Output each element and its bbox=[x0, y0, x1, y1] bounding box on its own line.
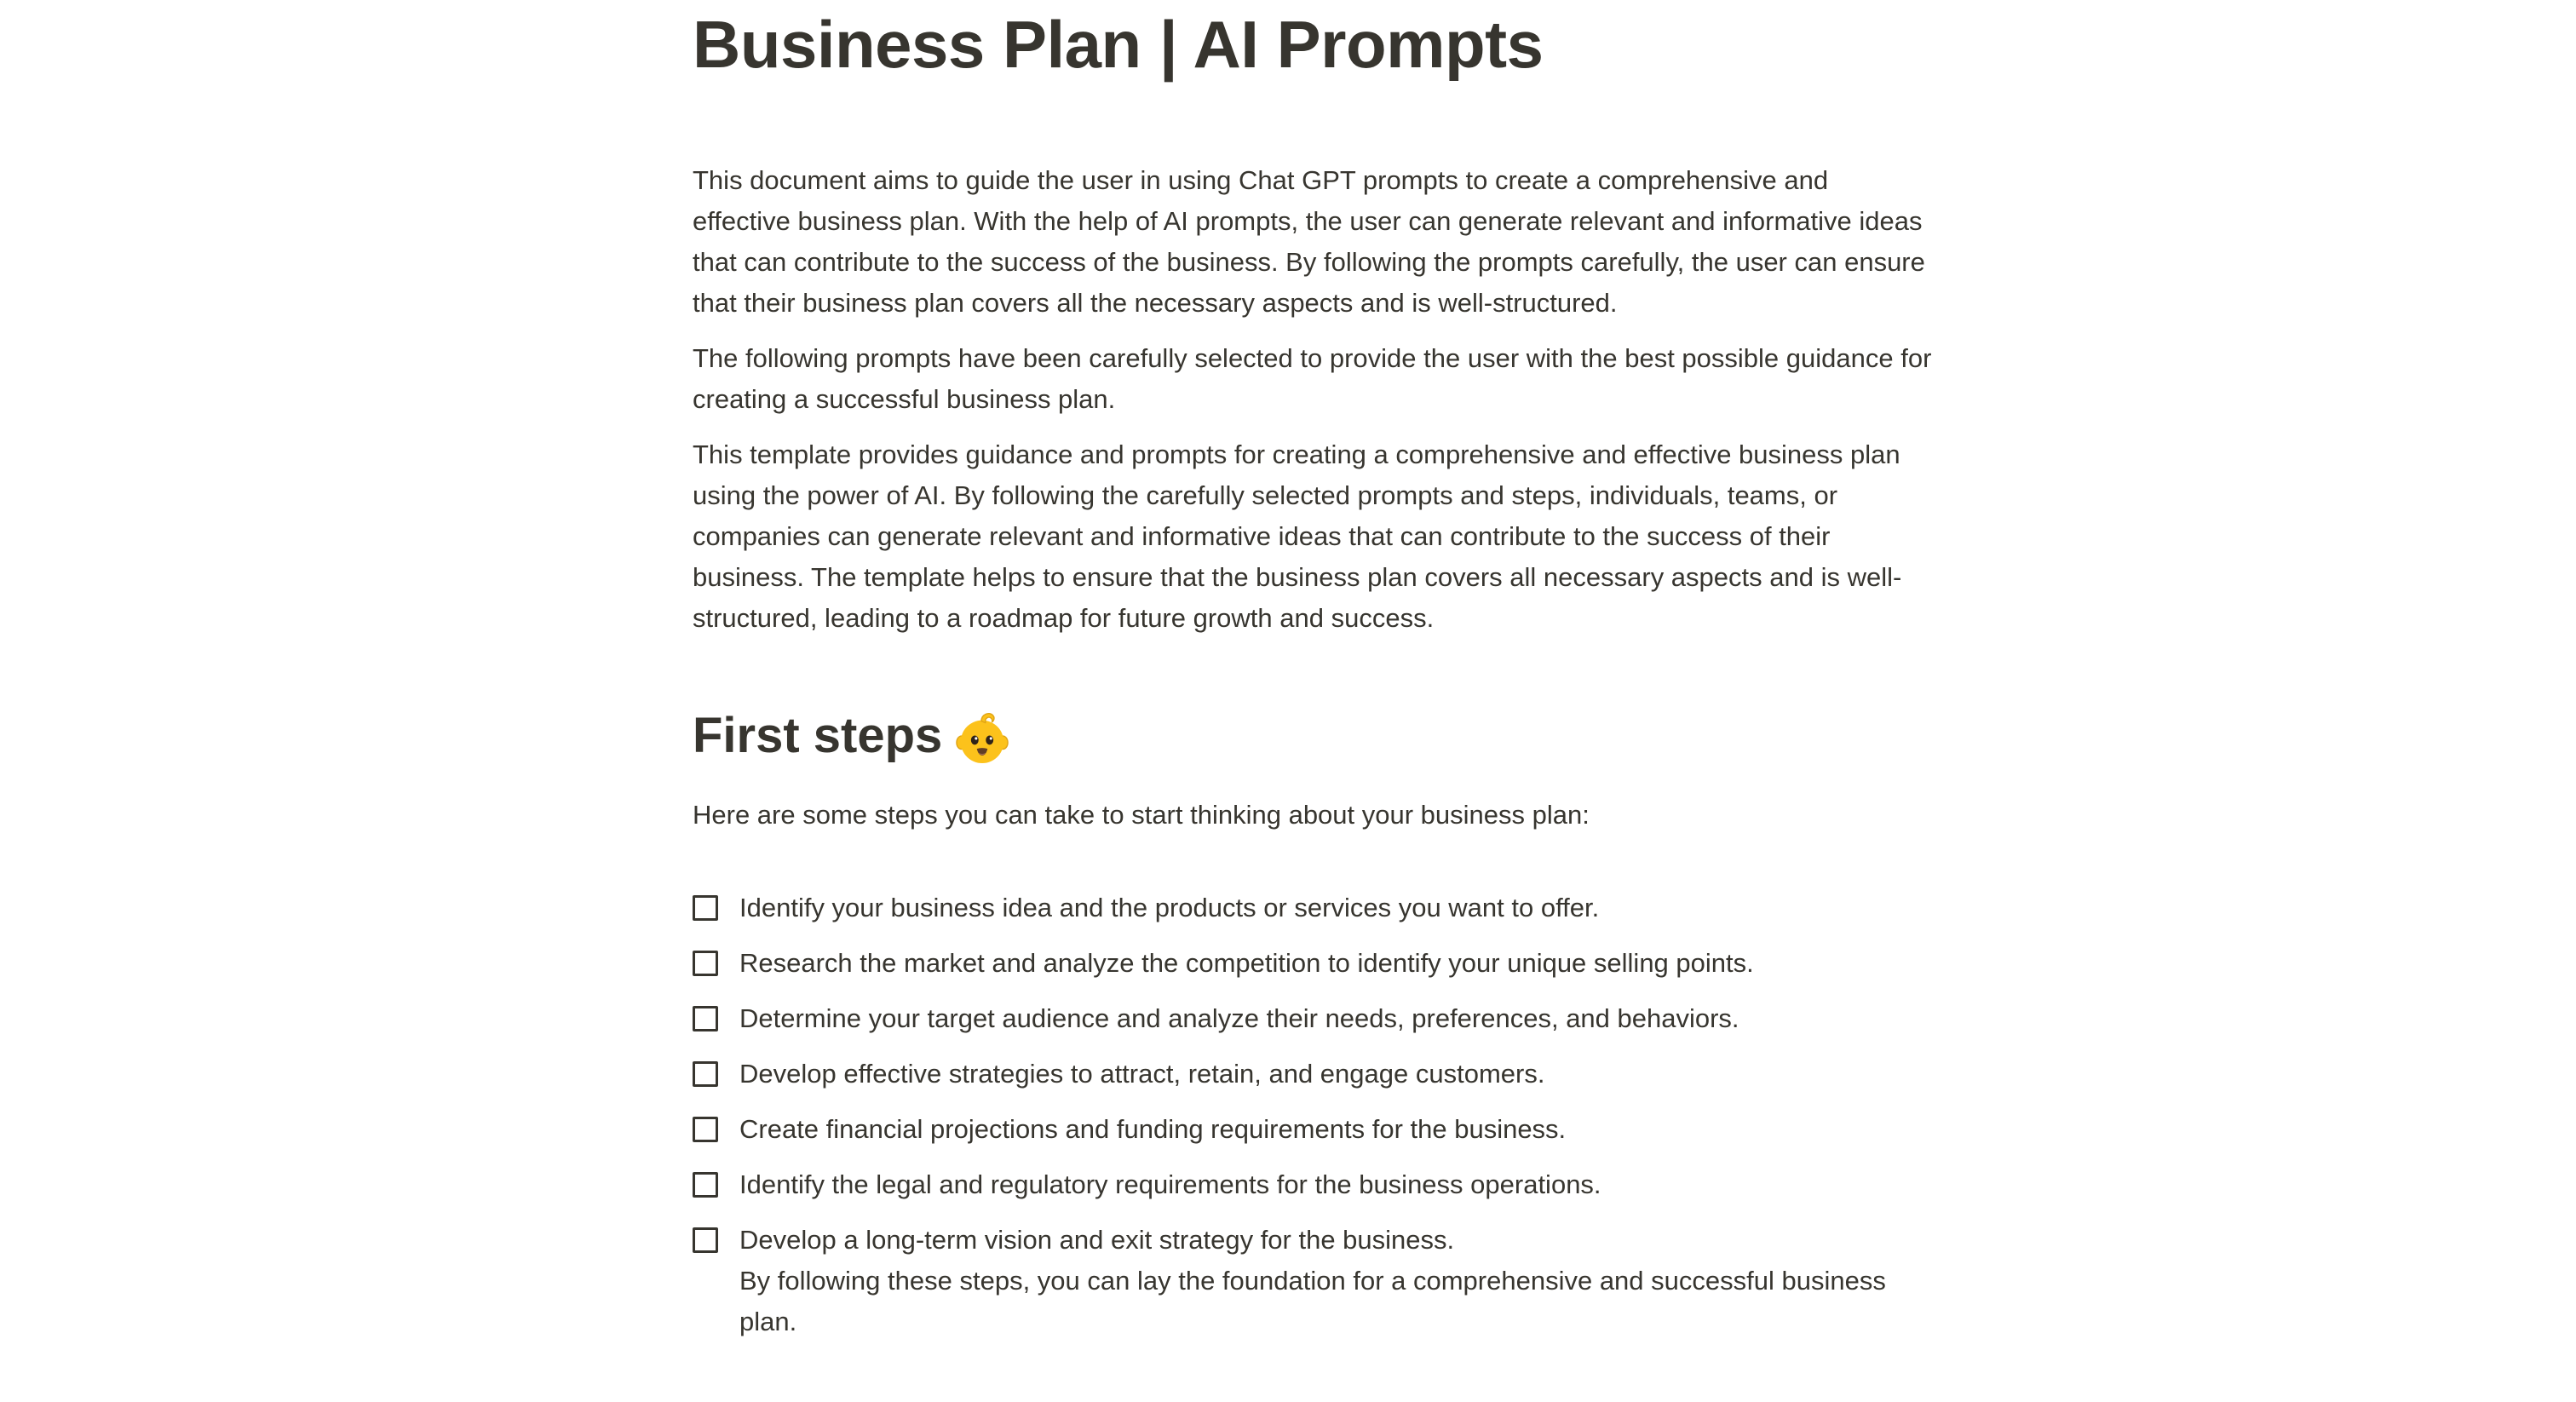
section-heading-text: First steps bbox=[693, 708, 943, 763]
todo-checkbox[interactable] bbox=[693, 1006, 718, 1031]
todo-label: Identify your business idea and the products or services you want to offer. bbox=[739, 893, 1600, 922]
todo-label: Identify the legal and regulatory requirements for the business operations. bbox=[739, 1169, 1601, 1199]
todo-checkbox[interactable] bbox=[693, 1061, 718, 1087]
todo-item bbox=[693, 888, 1932, 928]
todo-list bbox=[693, 888, 1932, 1342]
todo-checkbox[interactable] bbox=[693, 951, 718, 976]
todo-item bbox=[693, 1109, 1932, 1150]
section-intro: Here are some steps you can take to start thinking about your business plan: bbox=[693, 800, 1590, 830]
todo-label: Create financial projections and funding requirements for the business. bbox=[739, 1114, 1567, 1144]
todo-label-continuation: By following these steps, you can lay the foundation for a comprehensive and successful business plan. bbox=[739, 1266, 1886, 1336]
todo-checkbox[interactable] bbox=[693, 1117, 718, 1142]
baby-emoji bbox=[956, 711, 1009, 764]
todo-checkbox[interactable] bbox=[693, 1172, 718, 1198]
todo-item bbox=[693, 1164, 1932, 1205]
todo-item bbox=[693, 998, 1932, 1039]
intro-paragraphs bbox=[693, 160, 1932, 639]
todo-checkbox[interactable] bbox=[693, 1227, 718, 1253]
todo-label: Develop effective strategies to attract, retain, and engage customers. bbox=[739, 1059, 1545, 1089]
todo-label: Research the market and analyze the competition to identify your unique selling points. bbox=[739, 948, 1754, 978]
paragraph: The following prompts have been carefully selected to provide the user with the best possible guidance for creating a successful business plan. bbox=[693, 343, 1932, 414]
todo-label: Determine your target audience and analyze their needs, preferences, and behaviors. bbox=[739, 1003, 1739, 1033]
paragraph: This document aims to guide the user in using Chat GPT prompts to create a comprehensive and effective business plan. With the help of AI prompts, the user can generate relevant and informative ideas that can contribute to the success of the business. By following the prompts carefully, the user can ensure that their business plan covers all the necessary aspects and is well-structured. bbox=[693, 165, 1925, 318]
page-title: Business Plan | AI Prompts bbox=[693, 7, 1544, 82]
document-page bbox=[693, 0, 1932, 1357]
todo-item bbox=[693, 943, 1932, 984]
todo-label: Develop a long-term vision and exit strategy for the business. By following these steps, you can lay the foundation for a comprehensive and successful business plan. bbox=[739, 1220, 1932, 1342]
todo-checkbox[interactable] bbox=[693, 895, 718, 921]
paragraph: This template provides guidance and prompts for creating a comprehensive and effective business plan using the power of AI. By following the carefully selected prompts and steps, individuals, teams, or companies can generate relevant and informative ideas that can contribute to the success of their business. The template helps to ensure that the business plan covers all necessary aspects and is well-structured, leading to a roadmap for future growth and success. bbox=[693, 440, 1902, 633]
todo-item bbox=[693, 1220, 1932, 1342]
section-heading bbox=[693, 705, 1932, 767]
todo-item bbox=[693, 1054, 1932, 1095]
